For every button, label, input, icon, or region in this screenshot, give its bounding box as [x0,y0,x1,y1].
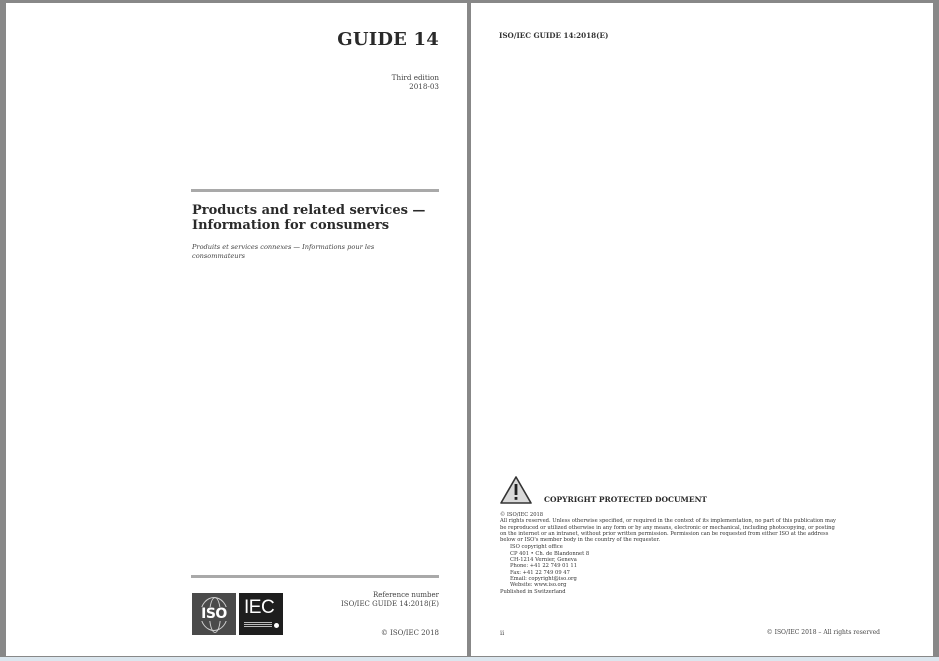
phone-line: Phone: +41 22 749 01 11 [510,563,578,570]
iso-logo-icon [192,593,236,635]
page-footer-copyright: © ISO/IEC 2018 – All rights reserved [766,629,880,636]
edition-block [392,73,439,91]
cover-page [6,3,467,656]
website-line: Website: www.iso.org [510,582,567,589]
cover-copyright: © ISO/IEC 2018 [380,629,439,637]
iec-logo-bars [244,622,272,628]
reference-block [341,591,439,609]
page-header-reference: ISO/IEC GUIDE 14:2018(E) [499,31,609,40]
address-line-1: ISO copyright office [510,544,563,551]
subtitle-line-1: Produits et services connexes — Informations pour les [192,243,375,251]
address-line-2: CP 401 • Ch. de Blandonnet 8 [510,550,590,557]
edition-label: Third edition [391,73,439,82]
iec-logo-icon [239,593,283,635]
copyright-symbol-line: © ISO/IEC 2018 [500,512,544,518]
viewer-bottom-strip [0,657,939,661]
title-line-2: Information for consumers [192,218,390,233]
rights-line-4: below or ISO's member body in the country of the requester. [500,537,661,544]
reference-label: Reference number [372,591,439,599]
subtitle-line-2: consommateurs [192,251,246,260]
publisher-logos [192,593,283,635]
fax-line: Fax: +41 22 749 09 47 [510,569,570,576]
published-line: Published in Switzerland [500,588,566,595]
email-line: Email: copyright@iso.org [510,575,577,582]
rights-line-2: be reproduced or utilized otherwise in any form or by any means, electronic or mechanical, including photocopying, or posting [500,524,835,531]
copyright-heading: COPYRIGHT PROTECTED DOCUMENT [544,495,708,504]
top-rule [191,189,439,192]
document-subtitle-french [192,243,422,260]
copyright-page [471,3,933,656]
reference-number: ISO/IEC GUIDE 14:2018(E) [341,599,439,608]
title-line-1: Products and related services — [192,203,426,218]
iec-logo-text: IEC [244,597,275,618]
guide-title: GUIDE 14 [337,29,439,50]
rights-line-3: on the internet or an intranet, without prior written permission. Permission can be requested from either ISO at the address [500,530,829,537]
rights-line-1: All rights reserved. Unless otherwise specified, or required in the context of its implementation, no part of this publication may [500,518,836,525]
iec-logo-dot [274,623,279,628]
edition-date: 2018-03 [409,82,439,91]
warning-triangle-icon [500,476,532,504]
bottom-rule [191,575,439,578]
address-line-3: CH-1214 Vernier, Geneva [510,557,577,564]
document-title [192,203,442,233]
page-number: ii [500,629,505,637]
iso-logo-text: ISO [201,606,227,622]
copyright-notice [500,512,912,595]
